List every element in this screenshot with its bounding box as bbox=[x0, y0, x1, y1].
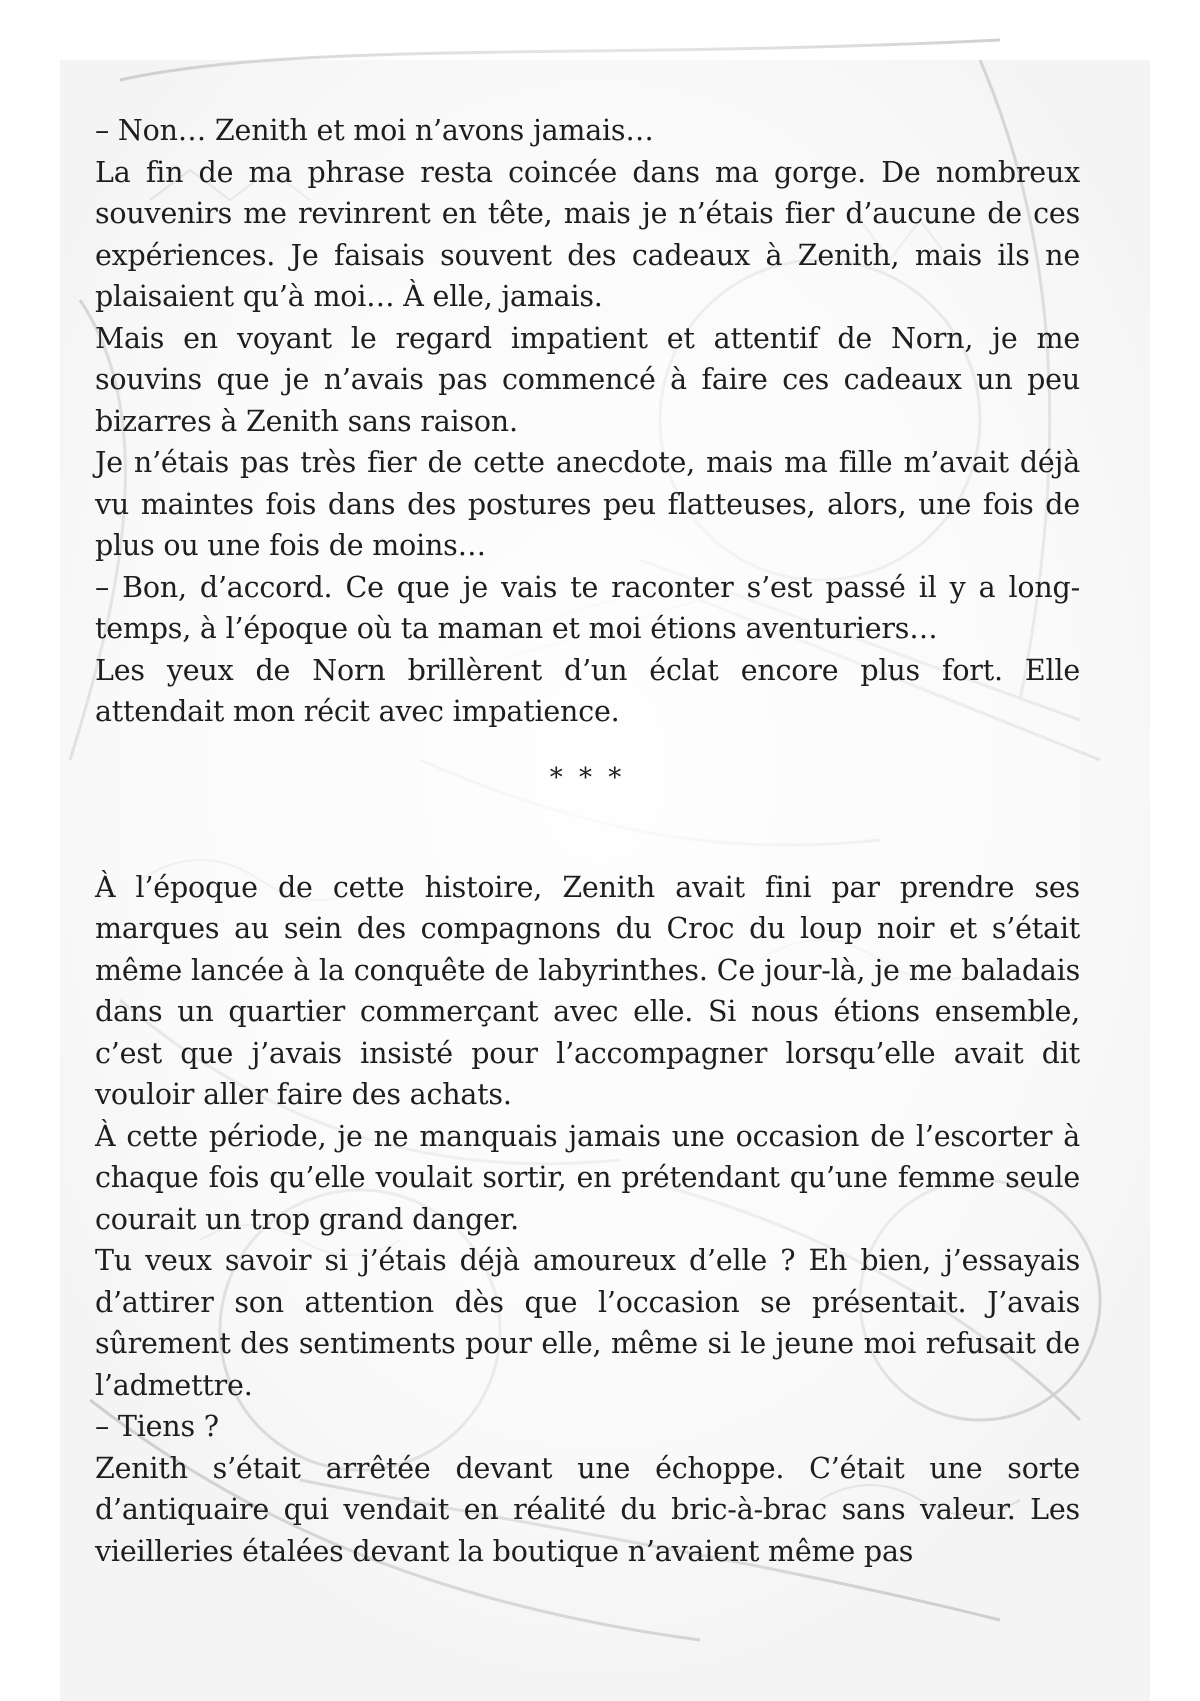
paragraph: Je n’étais pas très fier de cette anecdote, mais ma fille m’avait déjà vu maintes fois dans des postures peu flatteuses, alors, une fois de plus ou une fois de moins… bbox=[95, 446, 1080, 562]
paragraph: Zenith s’était arrêtée devant une échoppe. C’était une sorte d’antiquaire qui vendait en réalité du bric-à-brac sans valeur. Les vieilleries étalées devant la boutique n’avaient même pas bbox=[95, 1451, 1080, 1568]
paragraph: Mais en voyant le regard impatient et attentif de Norn, je me souvins que je n’avais pas commencé à faire ces cadeaux un peu bizarres à Zenith sans raison. bbox=[95, 321, 1080, 438]
paragraph: La fin de ma phrase resta coincée dans ma gorge. De nombreux souvenirs me revinrent en tête, mais je n’étais fier d’aucune de ces expériences. Je faisais souvent des cadeaux à Zenith, mais ils ne plaisaient qu’à moi… À elle, jamais. bbox=[95, 155, 1080, 313]
paragraph: Les yeux de Norn brillèrent d’un éclat encore plus fort. Elle attendait mon récit avec impatience. bbox=[95, 653, 1080, 728]
paragraph: Tu veux savoir si j’étais déjà amoureux d’elle ? Eh bien, j’essayais d’attirer son attention dès que l’occasion se présentait. J’avais sûrement des sentiments pour elle, même si le jeune moi refusait de l’admettre. bbox=[95, 1244, 1080, 1402]
body-text bbox=[95, 110, 1080, 1572]
scene-separator: * * * bbox=[549, 762, 626, 793]
paragraph: – Tiens ? bbox=[95, 1410, 219, 1443]
paragraph: – Non… Zenith et moi n’avons jamais… bbox=[95, 114, 654, 147]
paragraph: – Bon, d’accord. Ce que je vais te raconter s’est passé il y a long-temps, à l’époque où ta maman et moi étions aventuriers… bbox=[95, 570, 1080, 645]
paragraph: À cette période, je ne manquais jamais une occasion de l’escorter à chaque fois qu’elle voulait sortir, en prétendant qu’une femme seule courait un trop grand danger. bbox=[95, 1119, 1080, 1236]
paragraph: À l’époque de cette histoire, Zenith avait fini par prendre ses marques au sein des compagnons du Croc du loup noir et s’était même lancée à la conquête de labyrinthes. Ce jour-là, je me baladais dans un quartier commerçant avec elle. Si nous étions ensemble, c’est que j’avais insisté pour l’accompagner lorsqu’elle avait dit vouloir aller faire des achats. bbox=[95, 870, 1080, 1111]
